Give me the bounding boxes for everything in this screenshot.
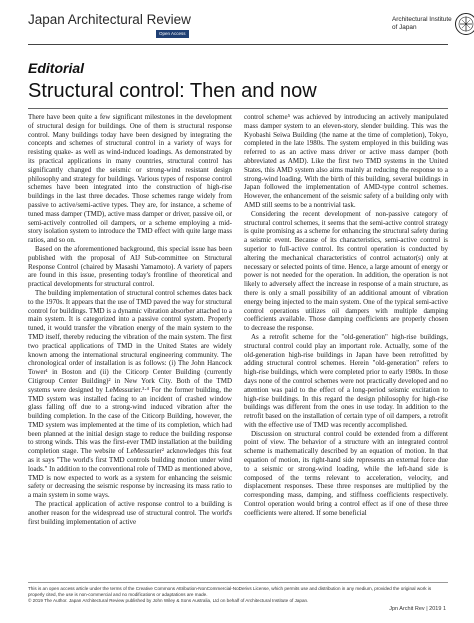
section-label: Editorial bbox=[28, 60, 85, 76]
paragraph: Discussion on structural control could be extended from a different point of view. The behavior of a structure with an integrated control scheme is mathematically described by an equation of motion. In that equation of motion, its right-hand side represents an external force due to a seismic or strong-wind loading, while the left-hand side is composed of the terms relevant to acceleration, velocity, and displacement responses. These three responses are multiplied by the corresponding mass, damping, and stiffness coefficients respectively. Control operation would bring a control effect as if one of these three coefficients were altered. If some beneficial bbox=[244, 429, 448, 517]
header-divider bbox=[28, 44, 448, 45]
journal-header bbox=[28, 10, 452, 44]
copyright-text: © 2019 The Author. Japan Architectural Review published by John Wiley & Sons Australia, Ltd on behalf of Architectural Institute of Japan. bbox=[28, 598, 309, 603]
citation-abbrev: Jpn Archit Rev bbox=[389, 606, 425, 612]
society-name: Architectural Institute of Japan bbox=[392, 16, 452, 31]
body-column-right bbox=[244, 113, 448, 518]
citation-separator: | bbox=[426, 606, 428, 612]
license-footer bbox=[28, 586, 448, 604]
paragraph: Based on the aforementioned background, this special issue has been published with the proposal of AIJ Sub-committee on Structural Response Control (chaired by Masashi Yamamoto). A variety of papers are found in this issue, presenting today's frontline of theoretical and practical developments for structural control. bbox=[28, 244, 232, 289]
page-citation bbox=[389, 606, 446, 612]
page-number: 1 bbox=[442, 606, 446, 612]
body-column-left bbox=[28, 113, 232, 526]
title-divider bbox=[28, 108, 448, 109]
footer-divider bbox=[28, 582, 448, 583]
paragraph: The practical application of active response control to a building is another reason for the widespread use of structural control. The world's first building implementation of active bbox=[28, 500, 232, 526]
open-access-badge: Open Access bbox=[156, 30, 189, 38]
license-text: This is an open access article under the terms of the Creative Commons Attribution-NonCommercial-NoDerivs License, which permits use and distribution in any medium, provided the original work is properly cited, the use is non-commercial and no modifications or adaptations are made. bbox=[28, 586, 432, 597]
citation-year: 2019 bbox=[429, 606, 442, 612]
journal-title[interactable]: Japan Architectural Review bbox=[28, 12, 191, 27]
article-title: Structural control: Then and now bbox=[28, 80, 317, 102]
paragraph: There have been quite a few significant milestones in the development of structural design for buildings. One of them is structural response control. Many buildings today have been designed by integrating the concepts and schemes of structural control in a variety of ways for resisting quake- as well as wind-induced loadings. As demonstrated by its practical applications in many countries, structural control has significantly changed the seismic or strong-wind resistant design philosophy and strategy for buildings. Various types of response control schemes have been integrated into the construction of high-rise buildings in the last three decades. Those schemes range widely from passive to active/semi-active types. They are, for instance, a scheme of tuned mass damper (TMD), active mass damper or driver, passive oil, or semi-actively controlled oil dampers, or a scheme employing a mid-story isolation system to introduce the TMD effect with quite large mass ratios, and so on. bbox=[28, 113, 232, 245]
paragraph: Considering the recent development of non-passive category of structural control schemes, it seems that the semi-active control strategy is quite promising as a scheme for enhancing the structural safety during a seismic event. Because of its characteristics, semi-active control is superior to full-active control. Its control operation is conducted by altering the mechanical characteristics of control actuator(s) only at necessary or selected points of time. Hence, a large amount of energy or power is not needed for the operation. In addition, the operation is not likely to adversely affect the increase in response of a main structure, as there is only a small possibility of an additional amount of vibration energy being injected to the main system. One of the typical semi-active control operations utilizes oil dampers with multiple damping coefficients available. Those damping coefficients are properly chosen to decrease the response. bbox=[244, 209, 448, 333]
aij-logo-icon bbox=[454, 12, 474, 36]
paragraph: The building implementation of structural control schemes dates back to the 1970s. It appears that the use of TMD paved the way for structural control for buildings. TMD is a dynamic vibration absorber attached to a main system. It is categorized into a passive control system. Properly tuned, it would transfer the vibration energy of the main system to the TMD itself, thereby reducing the vibration of the main system. The first two practical applications of TMD in the United States are widely known among the international structural engineering community. The chronological order of installation is as follows: (i) The John Hancock Tower¹ in Boston and (ii) the Citicorp Center Building (currently Citigroup Center Building)² in New York City. Both of the TMD systems were designed by LeMessurier.³·⁴ For the former building, the TMD system was installed facing to an incident of crashed window glass falling off due to a strong-wind induced vibration after the building completion. In the case of the Citicorp Building, however, the TMD system was implemented at the time of its completion, which had been planned at the initial design stage to reduce the building response to strong winds. This was the first-ever TMD installation at the building completion stage. The website of LeMessurier² acknowledges this feat as it says "The world's first TMD controls building motion under wind loads." In addition to the conventional role of TMD as mentioned above, TMD is now expected to work as a system for enhancing the seismic safety or decreasing the seismic response by increasing its mass ratio to a main system in some ways. bbox=[28, 288, 232, 500]
paragraph: control scheme⁵ was achieved by introducing an actively manipulated mass damper system to an eleven-story, slender building. This was the Kyobashi Seiwa Building (the name at the time of completion), Tokyo, completed in the late 1980s. The system employed in this building was referred to as an active mass driver or active mass damper (both abbreviated as AMD). Like the first two TMD systems in the United States, this AMD system also aims mainly at reducing the response to a strong-wind loading. With the birth of this building, several buildings in Japan followed the implementation of AMD-type control schemes. However, the enhancement of the seismic safety of a building only with AMD still seems to be a nontrivial task. bbox=[244, 113, 448, 209]
paragraph: As a retrofit scheme for the "old-generation" high-rise buildings, structural control could play an important role. Actually, some of the old-generation high-rise buildings in Japan have been retrofitted by adding structural control schemes. Herein "old-generation" refers to high-rise buildings, which were completed prior to early 1980s. In those days none of the control schemes were not practically developed and no attention was paid to the effect of a long-period seismic excitation to high-rise buildings. In this regard the design philosophy for high-rise buildings was different from the ones in use today. In addition to the retrofit based on the installation of certain type of oil dampers, a retrofit with the effective use of TMD was recently accomplished. bbox=[244, 332, 448, 429]
